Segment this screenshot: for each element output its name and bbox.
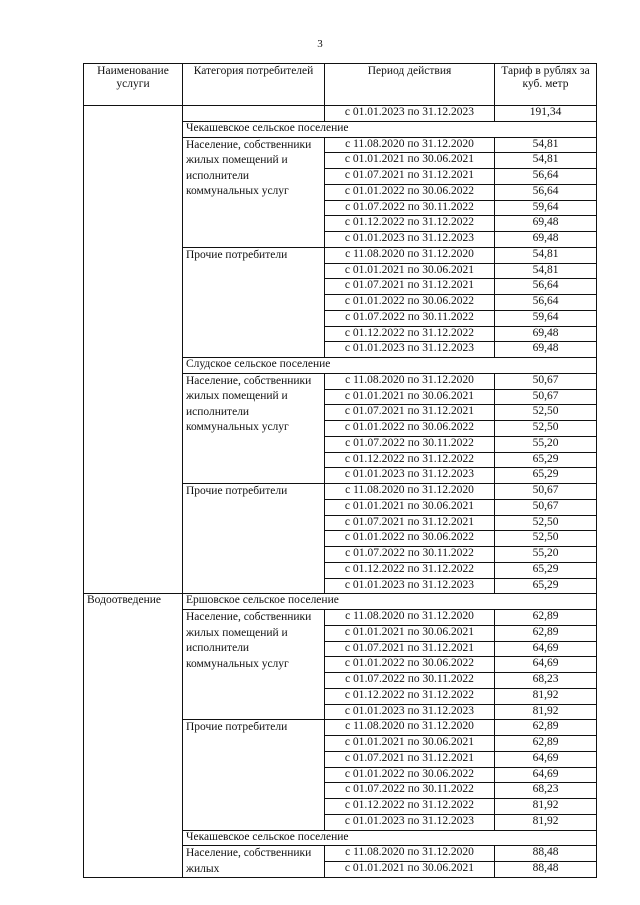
tariff-cell: 50,67 — [495, 499, 597, 515]
tariff-cell: 56,64 — [495, 169, 597, 185]
category-population: Население, собственники жилых помещений и исполнители коммунальных услуг — [183, 373, 325, 483]
tariff-cell: 54,81 — [495, 263, 597, 279]
period-cell: с 01.07.2022 по 30.11.2022 — [325, 673, 495, 689]
period-cell: с 01.01.2021 по 30.06.2021 — [325, 499, 495, 515]
tariff-table — [83, 63, 597, 878]
tariff-cell: 81,92 — [495, 799, 597, 815]
category-population: Население, собственники жилых — [183, 846, 325, 878]
period-cell: с 01.07.2022 по 30.11.2022 — [325, 200, 495, 216]
period-cell: с 01.07.2021 по 31.12.2021 — [325, 405, 495, 421]
period-cell: с 01.01.2023 по 31.12.2023 — [325, 468, 495, 484]
period-cell: с 01.12.2022 по 31.12.2022 — [325, 799, 495, 815]
period-cell: с 01.12.2022 по 31.12.2022 — [325, 452, 495, 468]
period-cell: с 11.08.2020 по 31.12.2020 — [325, 846, 495, 862]
header-tariff: Тариф в рублях за куб. метр — [495, 64, 597, 106]
tariff-cell: 56,64 — [495, 279, 597, 295]
period-cell: с 11.08.2020 по 31.12.2020 — [325, 484, 495, 500]
service-cell-water — [84, 106, 183, 594]
settlement-heading: Чекашевское сельское поселение — [183, 121, 597, 137]
page-number: 3 — [317, 38, 323, 50]
tariff-cell: 65,29 — [495, 452, 597, 468]
period-cell: с 01.07.2021 по 31.12.2021 — [325, 515, 495, 531]
period-cell: с 01.07.2021 по 31.12.2021 — [325, 279, 495, 295]
category-others: Прочие потребители — [183, 484, 325, 594]
tariff-cell: 59,64 — [495, 310, 597, 326]
settlement-heading: Ершовское сельское поселение — [183, 594, 597, 610]
header-category: Категория потребителей — [183, 64, 325, 106]
tariff-cell: 52,50 — [495, 531, 597, 547]
tariff-cell: 65,29 — [495, 562, 597, 578]
category-others: Прочие потребители — [183, 720, 325, 830]
period-cell: с 01.07.2022 по 30.11.2022 — [325, 310, 495, 326]
tariff-cell: 50,67 — [495, 484, 597, 500]
period-cell: с 01.01.2021 по 30.06.2021 — [325, 389, 495, 405]
tariff-cell: 52,50 — [495, 421, 597, 437]
tariff-cell: 52,50 — [495, 515, 597, 531]
header-row — [84, 64, 597, 106]
tariff-cell: 88,48 — [495, 846, 597, 862]
table-row — [84, 106, 597, 122]
period-cell: с 01.12.2022 по 31.12.2022 — [325, 326, 495, 342]
category-population: Население, собственники жилых помещений и исполнители коммунальных услуг — [183, 137, 325, 247]
tariff-cell: 54,81 — [495, 137, 597, 153]
period-cell: с 01.07.2022 по 30.11.2022 — [325, 783, 495, 799]
tariff-cell: 54,81 — [495, 153, 597, 169]
tariff-cell: 81,92 — [495, 814, 597, 830]
tariff-cell: 55,20 — [495, 547, 597, 563]
tariff-cell: 55,20 — [495, 436, 597, 452]
period-cell: с 01.01.2022 по 30.06.2022 — [325, 421, 495, 437]
tariff-cell: 81,92 — [495, 704, 597, 720]
settlement-heading: Слудское сельское поселение — [183, 358, 597, 374]
period-cell: с 01.07.2022 по 30.11.2022 — [325, 547, 495, 563]
period-cell: с 01.01.2022 по 30.06.2022 — [325, 531, 495, 547]
period-cell: с 01.01.2021 по 30.06.2021 — [325, 625, 495, 641]
tariff-cell: 69,48 — [495, 216, 597, 232]
tariff-cell: 56,64 — [495, 295, 597, 311]
category-cell-empty — [183, 106, 325, 122]
tariff-cell: 65,29 — [495, 578, 597, 594]
tariff-cell: 50,67 — [495, 389, 597, 405]
tariff-cell: 64,69 — [495, 657, 597, 673]
tariff-cell: 64,69 — [495, 767, 597, 783]
period-cell: с 01.01.2023 по 31.12.2023 — [325, 232, 495, 248]
tariff-cell: 69,48 — [495, 326, 597, 342]
period-cell: с 01.01.2021 по 30.06.2021 — [325, 153, 495, 169]
tariff-cell: 59,64 — [495, 200, 597, 216]
period-cell: с 01.07.2021 по 31.12.2021 — [325, 641, 495, 657]
table-row — [84, 594, 597, 610]
header-service: Наименование услуги — [84, 64, 183, 106]
tariff-cell: 69,48 — [495, 232, 597, 248]
period-cell: с 01.01.2022 по 30.06.2022 — [325, 767, 495, 783]
tariff-cell: 65,29 — [495, 468, 597, 484]
period-cell: с 01.12.2022 по 31.12.2022 — [325, 216, 495, 232]
period-cell: с 01.01.2023 по 31.12.2023 — [325, 814, 495, 830]
period-cell: с 01.12.2022 по 31.12.2022 — [325, 562, 495, 578]
period-cell: с 01.07.2022 по 30.11.2022 — [325, 436, 495, 452]
period-cell: с 01.01.2021 по 30.06.2021 — [325, 263, 495, 279]
tariff-cell: 64,69 — [495, 641, 597, 657]
tariff-cell: 191,34 — [495, 106, 597, 122]
period-cell: с 11.08.2020 по 31.12.2020 — [325, 247, 495, 263]
period-cell: с 01.12.2022 по 31.12.2022 — [325, 688, 495, 704]
category-others: Прочие потребители — [183, 247, 325, 357]
period-cell: с 11.08.2020 по 31.12.2020 — [325, 610, 495, 626]
period-cell: с 01.01.2023 по 31.12.2023 — [325, 106, 495, 122]
tariff-cell: 64,69 — [495, 751, 597, 767]
period-cell: с 01.01.2023 по 31.12.2023 — [325, 342, 495, 358]
tariff-cell: 69,48 — [495, 342, 597, 358]
tariff-cell: 88,48 — [495, 862, 597, 878]
service-sewerage: Водоотведение — [84, 594, 183, 878]
period-cell: с 01.01.2022 по 30.06.2022 — [325, 657, 495, 673]
category-population: Население, собственники жилых помещений и исполнители коммунальных услуг — [183, 610, 325, 720]
tariff-cell: 54,81 — [495, 247, 597, 263]
header-period: Период действия — [325, 64, 495, 106]
period-cell: с 01.01.2023 по 31.12.2023 — [325, 578, 495, 594]
period-cell: с 01.07.2021 по 31.12.2021 — [325, 169, 495, 185]
period-cell: с 01.01.2022 по 30.06.2022 — [325, 184, 495, 200]
tariff-cell: 50,67 — [495, 373, 597, 389]
period-cell: с 11.08.2020 по 31.12.2020 — [325, 720, 495, 736]
period-cell: с 01.01.2022 по 30.06.2022 — [325, 295, 495, 311]
period-cell: с 11.08.2020 по 31.12.2020 — [325, 137, 495, 153]
settlement-heading: Чекашевское сельское поселение — [183, 830, 597, 846]
period-cell: с 11.08.2020 по 31.12.2020 — [325, 373, 495, 389]
tariff-cell: 62,89 — [495, 720, 597, 736]
tariff-cell: 62,89 — [495, 625, 597, 641]
period-cell: с 01.01.2021 по 30.06.2021 — [325, 736, 495, 752]
tariff-cell: 68,23 — [495, 783, 597, 799]
tariff-cell: 62,89 — [495, 610, 597, 626]
tariff-cell: 81,92 — [495, 688, 597, 704]
tariff-cell: 68,23 — [495, 673, 597, 689]
period-cell: с 01.07.2021 по 31.12.2021 — [325, 751, 495, 767]
period-cell: с 01.01.2023 по 31.12.2023 — [325, 704, 495, 720]
tariff-cell: 62,89 — [495, 736, 597, 752]
period-cell: с 01.01.2021 по 30.06.2021 — [325, 862, 495, 878]
tariff-cell: 56,64 — [495, 184, 597, 200]
tariff-cell: 52,50 — [495, 405, 597, 421]
